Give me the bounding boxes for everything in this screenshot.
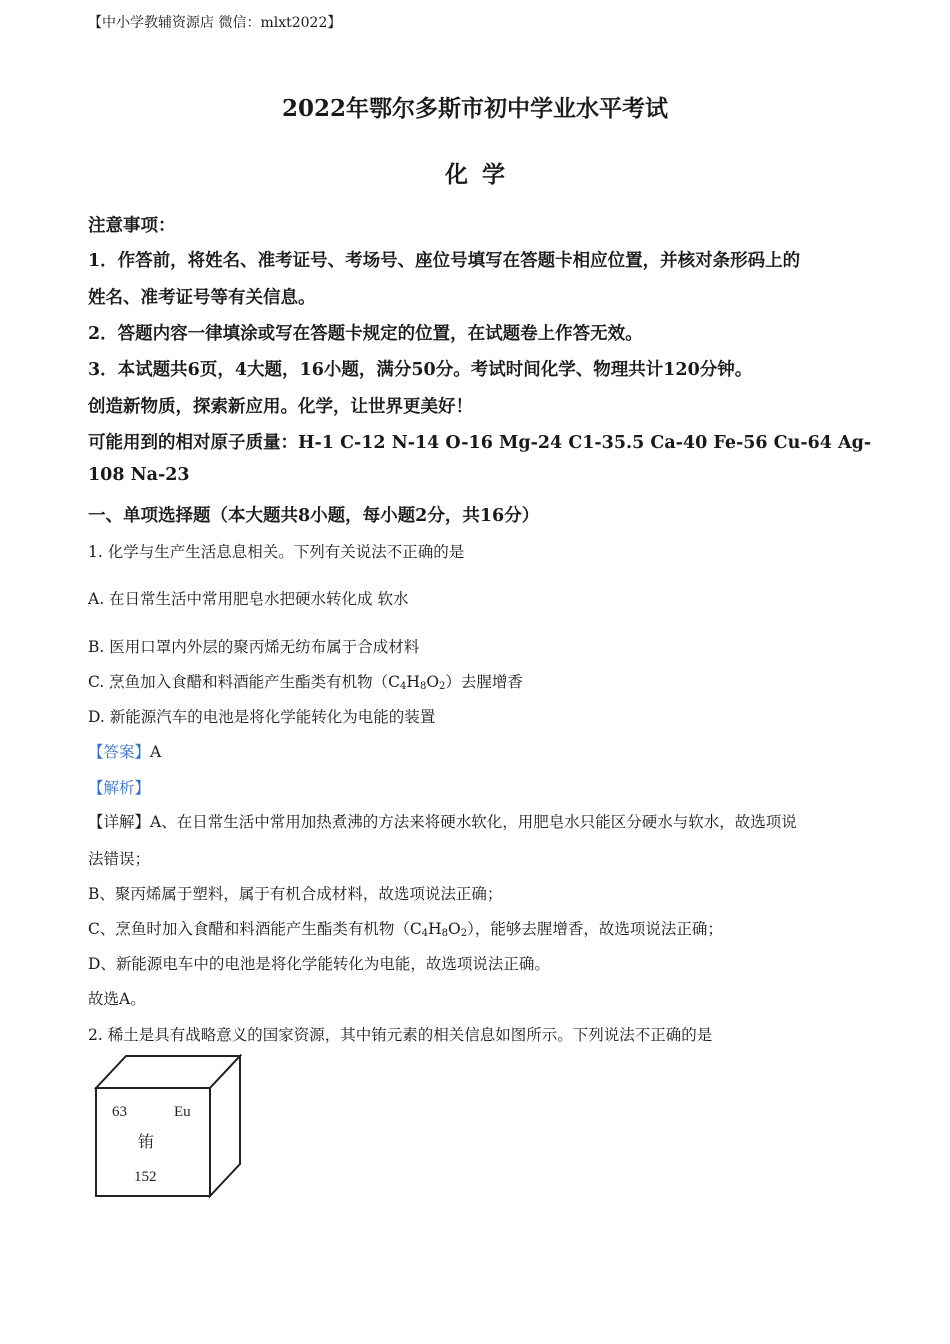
detail-c-text-end: ），能够去腥增香，故选项说法正确； <box>467 920 723 938</box>
question-1-stem: 1. 化学与生产生活息息相关。下列有关说法不正确的是 <box>88 543 465 561</box>
atomic-mass: 152 <box>134 1169 157 1185</box>
notice-item-3: 3．本试题共6页，4大题，16小题，满分50分。考试时间化学、物理共计120分钟。 <box>88 360 753 380</box>
exam-title: 2022年鄂尔多斯市初中学业水平考试 <box>281 95 668 122</box>
answer-label: 【答案】 <box>88 743 151 761</box>
atomic-masses-cont: 108 Na-23 <box>88 465 190 485</box>
detail-a <box>88 810 797 832</box>
atomic-number: 63 <box>112 1104 127 1120</box>
answer-line <box>88 740 161 762</box>
question-2-stem: 2. 稀土是具有战略意义的国家资源，其中铕元素的相关信息如图所示。下列说法不正确的是 <box>88 1026 713 1044</box>
notice-heading: 注意事项： <box>88 216 176 236</box>
option-b: B. 医用口罩内外层的聚丙烯无纺布属于合成材料 <box>88 638 420 656</box>
detail-c-text: C、烹鱼时加入食醋和料酒能产生酯类有机物（C <box>88 920 422 938</box>
option-c-text: C. 烹鱼加入食醋和料酒能产生酯类有机物（C <box>88 673 401 691</box>
option-d: D. 新能源汽车的电池是将化学能转化为电能的装置 <box>88 708 436 726</box>
subscript: 4 <box>400 681 407 692</box>
option-c-text-end: ）去腥增香 <box>445 673 523 691</box>
element-name: 铕 <box>138 1132 155 1151</box>
notice-item-2: 2．答题内容一律填涂或写在答题卡规定的位置，在试题卷上作答无效。 <box>88 324 643 344</box>
notice-item-1: 1．作答前，将姓名、准考证号、考场号、座位号填写在答题卡相应位置，并核对条形码上的 <box>88 251 801 271</box>
option-a: A. 在日常生活中常用肥皂水把硬水转化成 软水 <box>88 590 409 608</box>
subscript: 2 <box>460 928 468 939</box>
detail-a-cont: 法错误； <box>88 850 151 868</box>
detail-d: D、新能源电车中的电池是将化学能转化为电能，故选项说法正确。 <box>88 955 550 973</box>
detail-b: B、聚丙烯属于塑料，属于有机合成材料，故选项说法正确； <box>88 885 503 903</box>
answer-value: A <box>150 743 162 761</box>
section-heading: 一、单项选择题（本大题共8小题，每小题2分，共16分） <box>88 506 540 526</box>
subscript: 2 <box>439 681 446 692</box>
subscript: 4 <box>421 928 429 939</box>
element-h: H <box>406 673 420 691</box>
element-o: O <box>426 673 440 691</box>
element-symbol: Eu <box>174 1104 191 1120</box>
subscript: 8 <box>441 928 449 939</box>
option-c <box>88 670 523 692</box>
detail-label: 【详解】 <box>88 813 151 831</box>
slogan: 创造新物质，探索新应用。化学，让世界更美好！ <box>88 397 473 417</box>
conclusion: 故选A。 <box>88 990 146 1008</box>
subject-title: 化学 <box>445 161 519 188</box>
header-note: 【中小学教辅资源店 微信：mlxt2022】 <box>88 15 342 31</box>
element-h: H <box>428 920 442 938</box>
detail-c <box>88 917 723 939</box>
detail-a-text: A、在日常生活中常用加热煮沸的方法来将硬水软化，用肥皂水只能区分硬水与软水，故选项说 <box>150 813 797 831</box>
element-o: O <box>448 920 461 938</box>
analysis-label: 【解析】 <box>88 779 151 797</box>
element-card-figure <box>92 1052 244 1200</box>
subscript: 8 <box>419 681 427 692</box>
atomic-masses: 可能用到的相对原子质量：H-1 C-12 N-14 O-16 Mg-24 C1-35.5 Ca-40 Fe-56 Cu-64 Ag- <box>88 433 872 453</box>
notice-item-1-cont: 姓名、准考证号等有关信息。 <box>88 288 316 308</box>
